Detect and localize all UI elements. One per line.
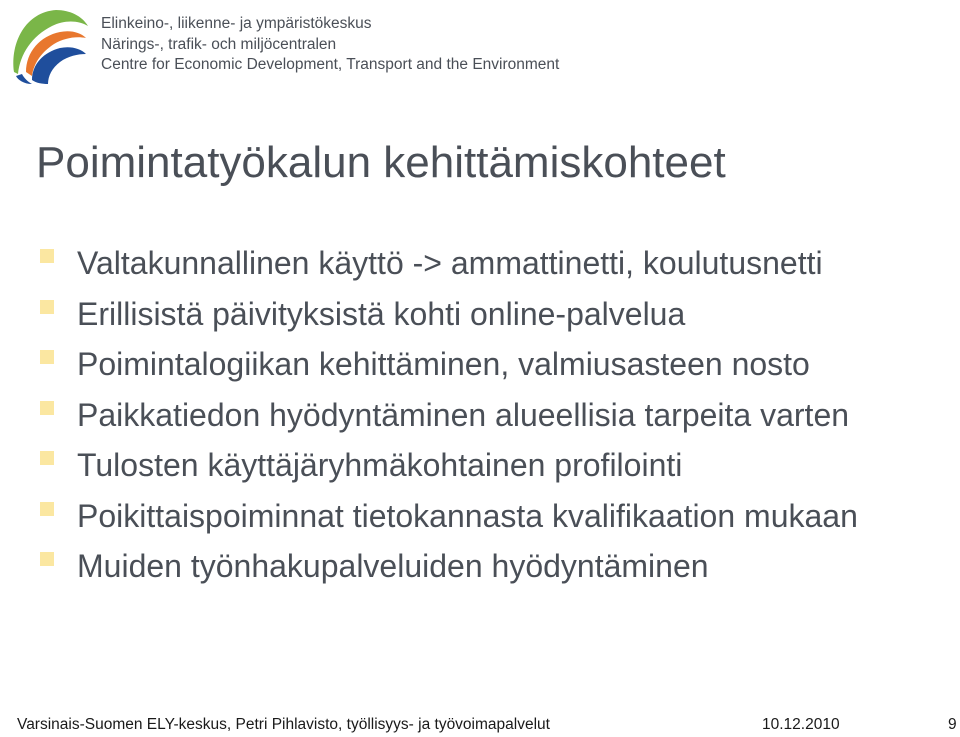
org-name-english: Centre for Economic Development, Transport and the Environment	[101, 56, 560, 73]
bullet-item	[40, 544, 858, 595]
slide-title: Poimintatyökalun kehittämiskohteet	[36, 138, 726, 187]
bullet-text: Valtakunnallinen käyttö -> ammattinetti, koulutusnetti	[77, 245, 823, 281]
bullet-square-icon	[40, 502, 54, 516]
bullet-square-icon	[40, 451, 54, 465]
footer-text: Varsinais-Suomen ELY-keskus, Petri Pihlavisto, työllisyys- ja työvoimapalvelut	[17, 716, 550, 733]
page-number: 9	[948, 716, 957, 733]
bullet-square-icon	[40, 401, 54, 415]
bullet-item	[40, 494, 858, 545]
footer-date: 10.12.2010	[762, 716, 840, 733]
bullet-square-icon	[40, 249, 54, 263]
slide-footer	[0, 712, 960, 737]
bullet-item	[40, 393, 858, 444]
bullet-item	[40, 342, 858, 393]
bullet-item	[40, 241, 858, 292]
bullet-text: Muiden työnhakupalveluiden hyödyntäminen	[77, 548, 709, 584]
org-name-swedish: Närings-, trafik- och miljöcentralen	[101, 35, 337, 53]
bullet-list	[40, 241, 858, 595]
bullet-text: Poimintalogiikan kehittäminen, valmiusasteen nosto	[77, 346, 810, 382]
bullet-square-icon	[40, 300, 54, 314]
bullet-square-icon	[40, 350, 54, 364]
bullet-item	[40, 292, 858, 343]
organization-names	[101, 14, 559, 76]
bullet-square-icon	[40, 552, 54, 566]
bullet-text: Poikittaispoiminnat tietokannasta kvalifikaation mukaan	[77, 497, 858, 534]
bullet-text: Tulosten käyttäjäryhmäkohtainen profilointi	[77, 447, 683, 483]
bullet-text: Erillisistä päivityksistä kohti online-palvelua	[77, 295, 686, 332]
org-name-finnish: Elinkeino-, liikenne- ja ympäristökeskus	[101, 15, 372, 32]
bullet-text: Paikkatiedon hyödyntäminen alueellisia tarpeita varten	[77, 396, 850, 433]
ely-centre-logo	[4, 2, 90, 86]
bullet-item	[40, 443, 858, 494]
